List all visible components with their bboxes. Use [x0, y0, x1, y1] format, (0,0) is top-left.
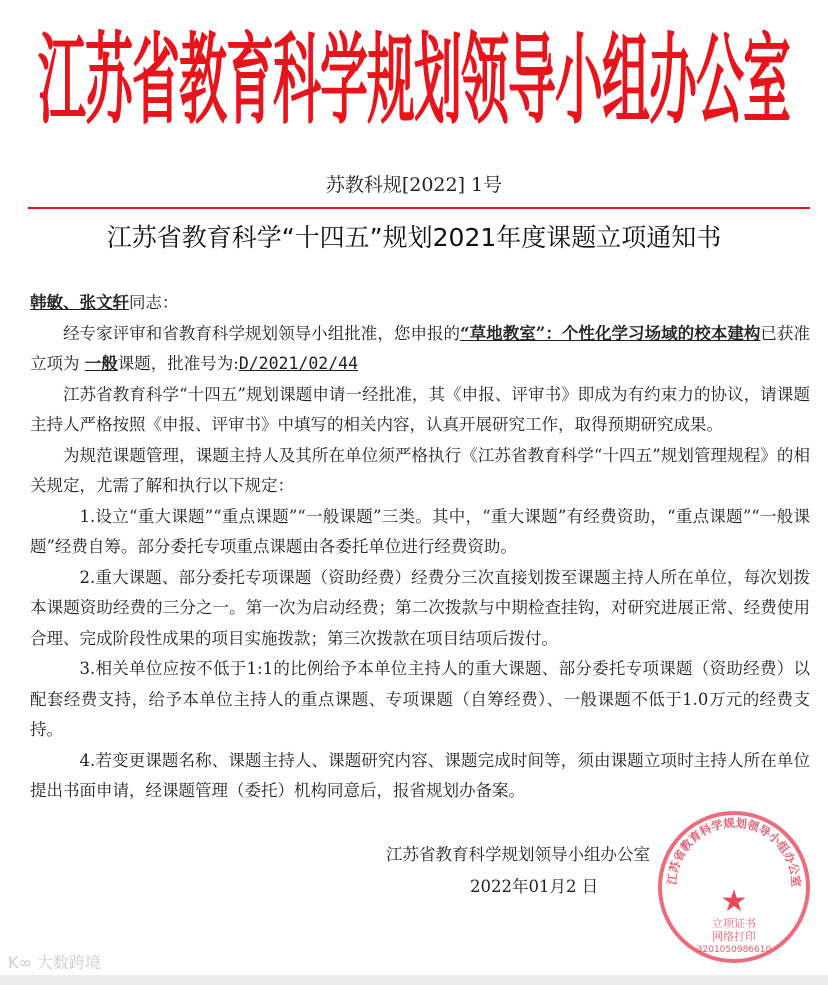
greeting [30, 288, 810, 319]
seal-ring-label: 江苏省教育科学规划领导小组办公室 [664, 815, 804, 887]
paragraph-approval [30, 319, 810, 380]
project-title: “草地教室”：个性化学习场域的校本建构 [460, 323, 761, 343]
project-level: 一般 [84, 354, 118, 373]
rule-item: 1.设立“重大课题”“重点课题”“一般课题”三类。其中，“重大课题”有经费资助，“重点课题”“一般课题”经费自筹。部分委托专项重点课题由各委托单位进行经费资助。 [30, 506, 810, 556]
document-number: 苏教科规[2022] 1号 [325, 174, 503, 196]
paragraph-agreement: 江苏省教育科学“十四五”规划课题申请一经批准，其《申报、评审书》即成为有约束力的协议，请课题主持人严格按照《申报、评审书》中填写的相关内容，认真开展研究工作，取得预期研究成果。 [30, 384, 810, 434]
watermark-text: 大数跨境 [36, 953, 101, 972]
seal-line1: 立项证书 [712, 916, 756, 930]
issuer-title: 江苏省教育科学规划领导小组办公室 [37, 23, 790, 139]
paragraph-regulations: 为规范课题管理，课题主持人及其所在单位须严格执行《江苏省教育科学“十四五”规划管理规程》的相关规定，尤需了解和执行以下规定： [30, 445, 810, 495]
rule-item: 4.若变更课题名称、课题主持人、课题研究内容、课题完成时间等，须由课题立项时主持人所在单位提出书面申请，经课题管理（委托）机构同意后，报省规划办备案。 [30, 750, 810, 800]
recipient-names: 韩敏、张文轩 [30, 293, 129, 312]
official-seal [658, 811, 810, 963]
rule-item: 2.重大课题、部分委托专项课题（资助经费）经费分三次直接划拨至课题主持人所在单位，每次划拨本课题资助经费的三分之一。第一次为启动经费；第二次拨款与中期检查挂钩，对研究进展正常、经费使用合理、完成阶段性成果的项目实施拨款；第三次拨款在项目结项后拨付。 [30, 567, 810, 648]
seal-line2: 网络打印 [712, 929, 756, 943]
text: 已获准立项为 [30, 323, 811, 373]
red-divider [28, 207, 810, 209]
footer-band [0, 975, 828, 985]
watermark [8, 954, 101, 972]
notice-body [30, 288, 810, 807]
logo-icon: K∞ [8, 953, 37, 972]
svg-text:江苏省教育科学规划领导小组办公室 [665, 815, 804, 887]
star-icon: ★ [720, 883, 748, 919]
approval-number: D/2021/02/44 [238, 354, 359, 373]
notice-title: 江苏省教育科学“十四五”规划2021年度课题立项通知书 [106, 223, 722, 252]
greeting-suffix: 同志： [129, 293, 179, 312]
seal-code: 3201050986610 [696, 944, 772, 955]
signature-date: 2022年01月2 日 [470, 876, 599, 896]
text: 课题，批准号为: [117, 354, 239, 373]
rule-item: 3.相关单位应按不低于1:1的比例给予本单位主持人的重大课题、部分委托专项课题（资助经费）以配套经费支持，给予本单位主持人的重点课题、专项课题（自筹经费）、一般课题不低于1.0万元的经费支持。 [30, 659, 810, 739]
signature-org: 江苏省教育科学规划领导小组办公室 [386, 844, 650, 864]
text: 经专家评审和省教育科学规划领导小组批准，您申报的 [63, 323, 461, 343]
signature-block [386, 811, 650, 903]
notice-main [30, 288, 810, 963]
closing-block [30, 811, 810, 963]
